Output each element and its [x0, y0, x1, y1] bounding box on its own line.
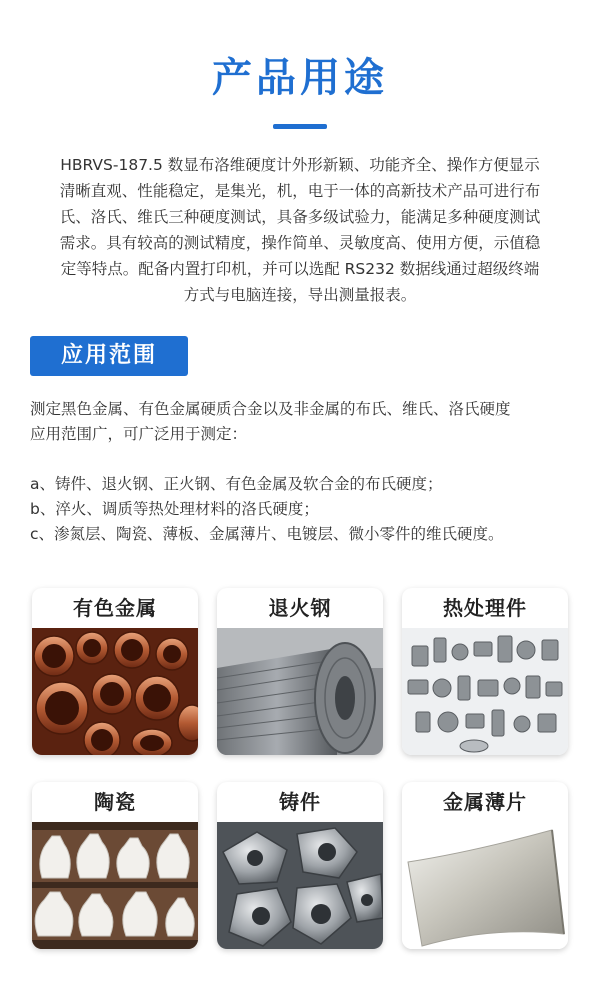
- steel-coil-photo: [217, 628, 383, 755]
- scope-item-a: a、铸件、退火钢、正火钢、有色金属及软合金的布氏硬度；: [30, 475, 443, 493]
- scope-line: 测定黑色金属、有色金属硬质合金以及非金属的布氏、维氏、洛氏硬度: [30, 400, 511, 418]
- intro-line: 需求。具有较高的测试精度，操作简单、灵敏度高、使用方便，示值稳: [59, 234, 541, 252]
- intro-line: 氏、洛氏、维氏三种硬度测试，具备多级试验力，能满足多种硬度测试: [59, 208, 541, 226]
- card-title: 铸件: [279, 790, 321, 814]
- heat-treated-parts-photo: [402, 628, 568, 755]
- scope-description: [30, 397, 575, 547]
- intro-line: 定等特点。配备内置打印机，并可以选配 RS232 数据线通过超级终端: [60, 260, 540, 278]
- intro-line: HBRVS-187.5 数显布洛维硬度计外形新颖、功能齐全、操作方便显示: [60, 156, 540, 174]
- copper-tubes-photo: [32, 628, 198, 755]
- title-underline: [273, 124, 327, 129]
- card-title: 退火钢: [268, 596, 332, 620]
- card-title: 金属薄片: [443, 790, 527, 814]
- card-title: 有色金属: [73, 596, 157, 620]
- section-badge-scope: 应用范围: [30, 336, 188, 376]
- page-title: 产品用途: [212, 55, 388, 101]
- intro-paragraph: [32, 152, 568, 308]
- scope-item-c: c、渗氮层、陶瓷、薄板、金属薄片、电镀层、微小零件的维氏硬度。: [30, 525, 504, 543]
- scope-item-b: b、淬火、调质等热处理材料的洛氏硬度；: [30, 500, 319, 518]
- ceramic-vases-photo: [32, 822, 198, 949]
- card-heat-treated-parts: [402, 588, 568, 755]
- spacer: [30, 447, 575, 472]
- card-title: 陶瓷: [94, 790, 136, 814]
- scope-line: 应用范围广，可广泛用于测定：: [30, 425, 248, 443]
- card-metal-foil: [402, 782, 568, 949]
- card-annealed-steel: [217, 588, 383, 755]
- castings-photo: [217, 822, 383, 949]
- card-ceramics: [32, 782, 198, 949]
- metal-sheet-photo: [402, 822, 568, 949]
- intro-line: 方式与电脑连接，导出测量报表。: [183, 286, 417, 304]
- card-title: 热处理件: [443, 596, 527, 620]
- card-nonferrous-metal: [32, 588, 198, 755]
- intro-line: 清晰直观、性能稳定，是集光，机，电于一体的高新技术产品可进行布: [59, 182, 541, 200]
- card-castings: [217, 782, 383, 949]
